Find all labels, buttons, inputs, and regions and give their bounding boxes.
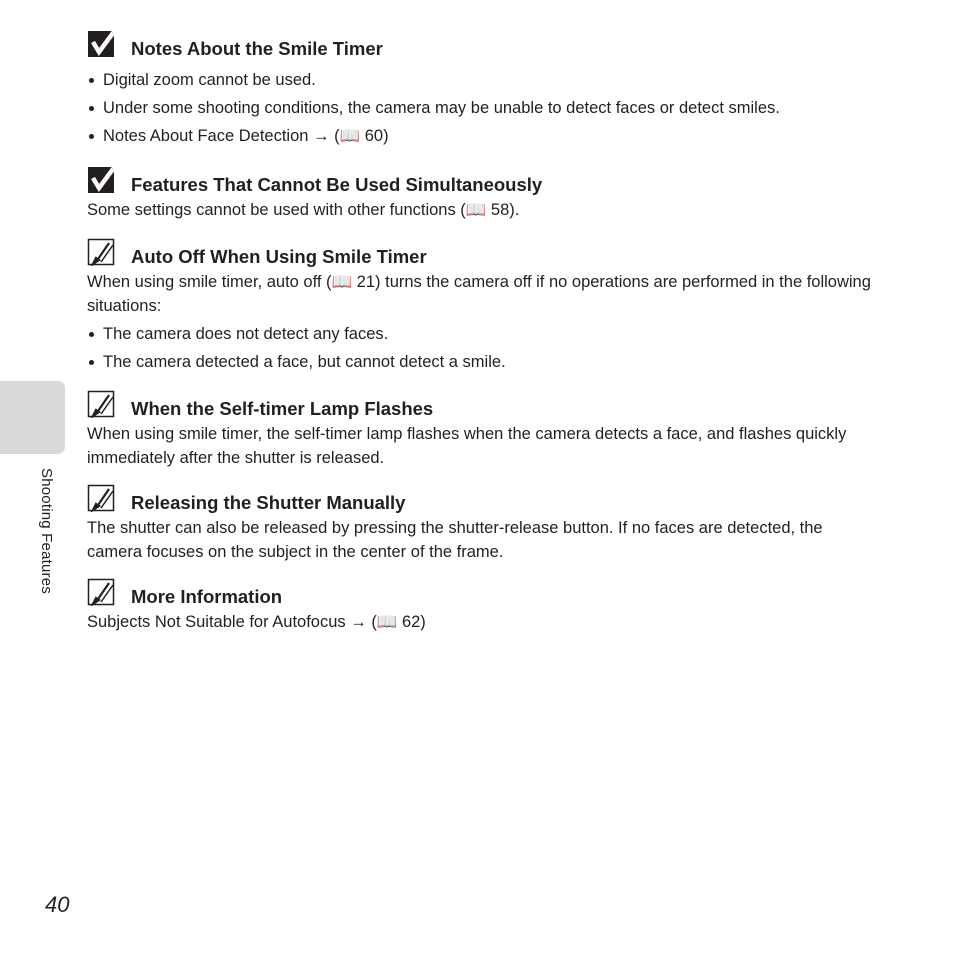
side-tab-label: Shooting Features <box>38 468 55 594</box>
section-paragraph: Subjects Not Suitable for Autofocus → (📖 62) <box>87 613 426 631</box>
page-number: 40 <box>45 892 70 917</box>
bullet-list <box>87 320 877 376</box>
note-pencil-icon <box>87 484 117 512</box>
section-title: More Information <box>131 586 283 607</box>
side-tab <box>0 381 65 454</box>
list-item: The camera detected a face, but cannot detect a smile. <box>87 348 877 376</box>
section-title: Releasing the Shutter Manually <box>131 492 406 513</box>
section-more-information <box>87 576 877 634</box>
section-self-timer-lamp <box>87 388 877 470</box>
list-item: Notes About Face Detection → (📖 60) <box>87 122 877 150</box>
note-pencil-icon <box>87 578 117 606</box>
caution-check-icon <box>87 30 117 58</box>
section-heading <box>87 482 877 512</box>
list-item: Digital zoom cannot be used. <box>87 66 877 94</box>
section-heading <box>87 28 877 58</box>
section-notes-smile-timer <box>87 28 877 150</box>
section-paragraph: The shutter can also be released by pressing the shutter-release button. If no faces are detected, the camera focuses on the subject in the center of the frame. <box>87 519 823 561</box>
section-auto-off <box>87 236 877 376</box>
caution-check-icon <box>87 166 117 194</box>
section-heading <box>87 164 877 194</box>
bullet-list <box>87 66 877 150</box>
section-paragraph: When using smile timer, the self-timer lamp flashes when the camera detects a face, and flashes quickly immediately after the shutter is released. <box>87 425 847 467</box>
section-heading <box>87 388 877 418</box>
list-item: The camera does not detect any faces. <box>87 320 877 348</box>
section-features-not-simultaneous <box>87 164 877 222</box>
section-heading <box>87 576 877 606</box>
section-heading <box>87 236 877 266</box>
section-paragraph: Some settings cannot be used with other functions (📖 58). <box>87 201 520 219</box>
section-title: Notes About the Smile Timer <box>131 38 383 59</box>
note-pencil-icon <box>87 238 117 266</box>
list-item: Under some shooting conditions, the camera may be unable to detect faces or detect smiles. <box>87 94 877 122</box>
section-paragraph: When using smile timer, auto off (📖 21) turns the camera off if no operations are performed in the following situations: <box>87 273 871 315</box>
section-title: When the Self-timer Lamp Flashes <box>131 398 434 419</box>
section-title: Auto Off When Using Smile Timer <box>131 246 427 267</box>
section-release-shutter-manually <box>87 482 877 564</box>
section-title: Features That Cannot Be Used Simultaneously <box>131 174 543 195</box>
note-pencil-icon <box>87 390 117 418</box>
page-content <box>87 28 877 634</box>
